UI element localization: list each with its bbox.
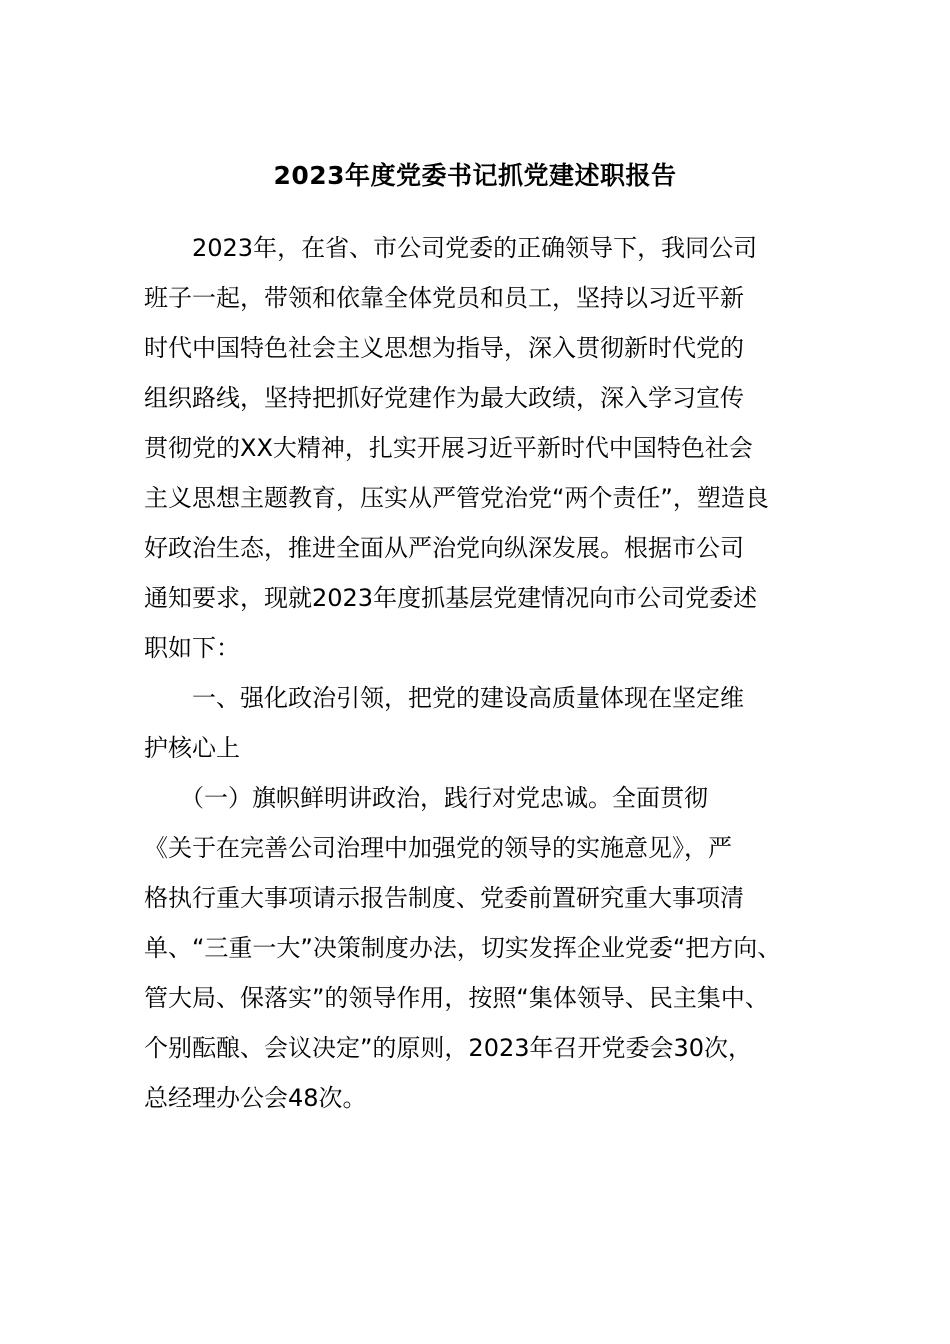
body-line-9: 职如下： <box>144 634 240 662</box>
subsection-line-3: 格执行重大事项请示报告制度、党委前置研究重大事项清 <box>144 884 744 912</box>
subsection-line-2: 《关于在完善公司治理中加强党的领导的实施意见》，严 <box>144 834 732 862</box>
body-line-2: 班子一起，带领和依靠全体党员和员工，坚持以习近平新 <box>144 284 744 312</box>
body-line-6: 主义思想主题教育，压实从严管党治党“两个责任”，塑造良 <box>144 484 769 512</box>
subsection-line-6: 个别酝酿、会议决定”的原则，2023年召开党委会30次， <box>144 1034 753 1062</box>
subsection-line-5: 管大局、保落实”的领导作用，按照“集体领导、民主集中、 <box>144 984 769 1012</box>
document-title: 2023年度党委书记抓党建述职报告 <box>273 161 677 190</box>
body-line-1: 2023年，在省、市公司党委的正确领导下，我同公司 <box>144 234 758 262</box>
body-line-7: 好政治生态，推进全面从严治党向纵深发展。根据市公司 <box>144 534 744 562</box>
subsection-line-4: 单、“三重一大”决策制度办法，切实发挥企业党委“把方向、 <box>144 934 782 962</box>
body-line-4: 组织路线，坚持把抓好党建作为最大政绩，深入学习宣传 <box>144 384 744 412</box>
subsection-line-1: （一）旗帜鲜明讲政治，践行对党忠诚。全面贯彻 <box>144 784 708 812</box>
body-line-3: 时代中国特色社会主义思想为指导，深入贯彻新时代党的 <box>144 334 744 362</box>
section-heading-line-1: 一、强化政治引领，把党的建设高质量体现在坚定维 <box>144 684 744 712</box>
subsection-line-7: 总经理办公会48次。 <box>144 1084 367 1112</box>
body-line-5: 贯彻党的XX大精神，扎实开展习近平新时代中国特色社会 <box>144 434 753 462</box>
section-heading-line-2: 护核心上 <box>144 734 240 762</box>
body-line-8: 通知要求，现就2023年度抓基层党建情况向市公司党委述 <box>144 584 758 612</box>
